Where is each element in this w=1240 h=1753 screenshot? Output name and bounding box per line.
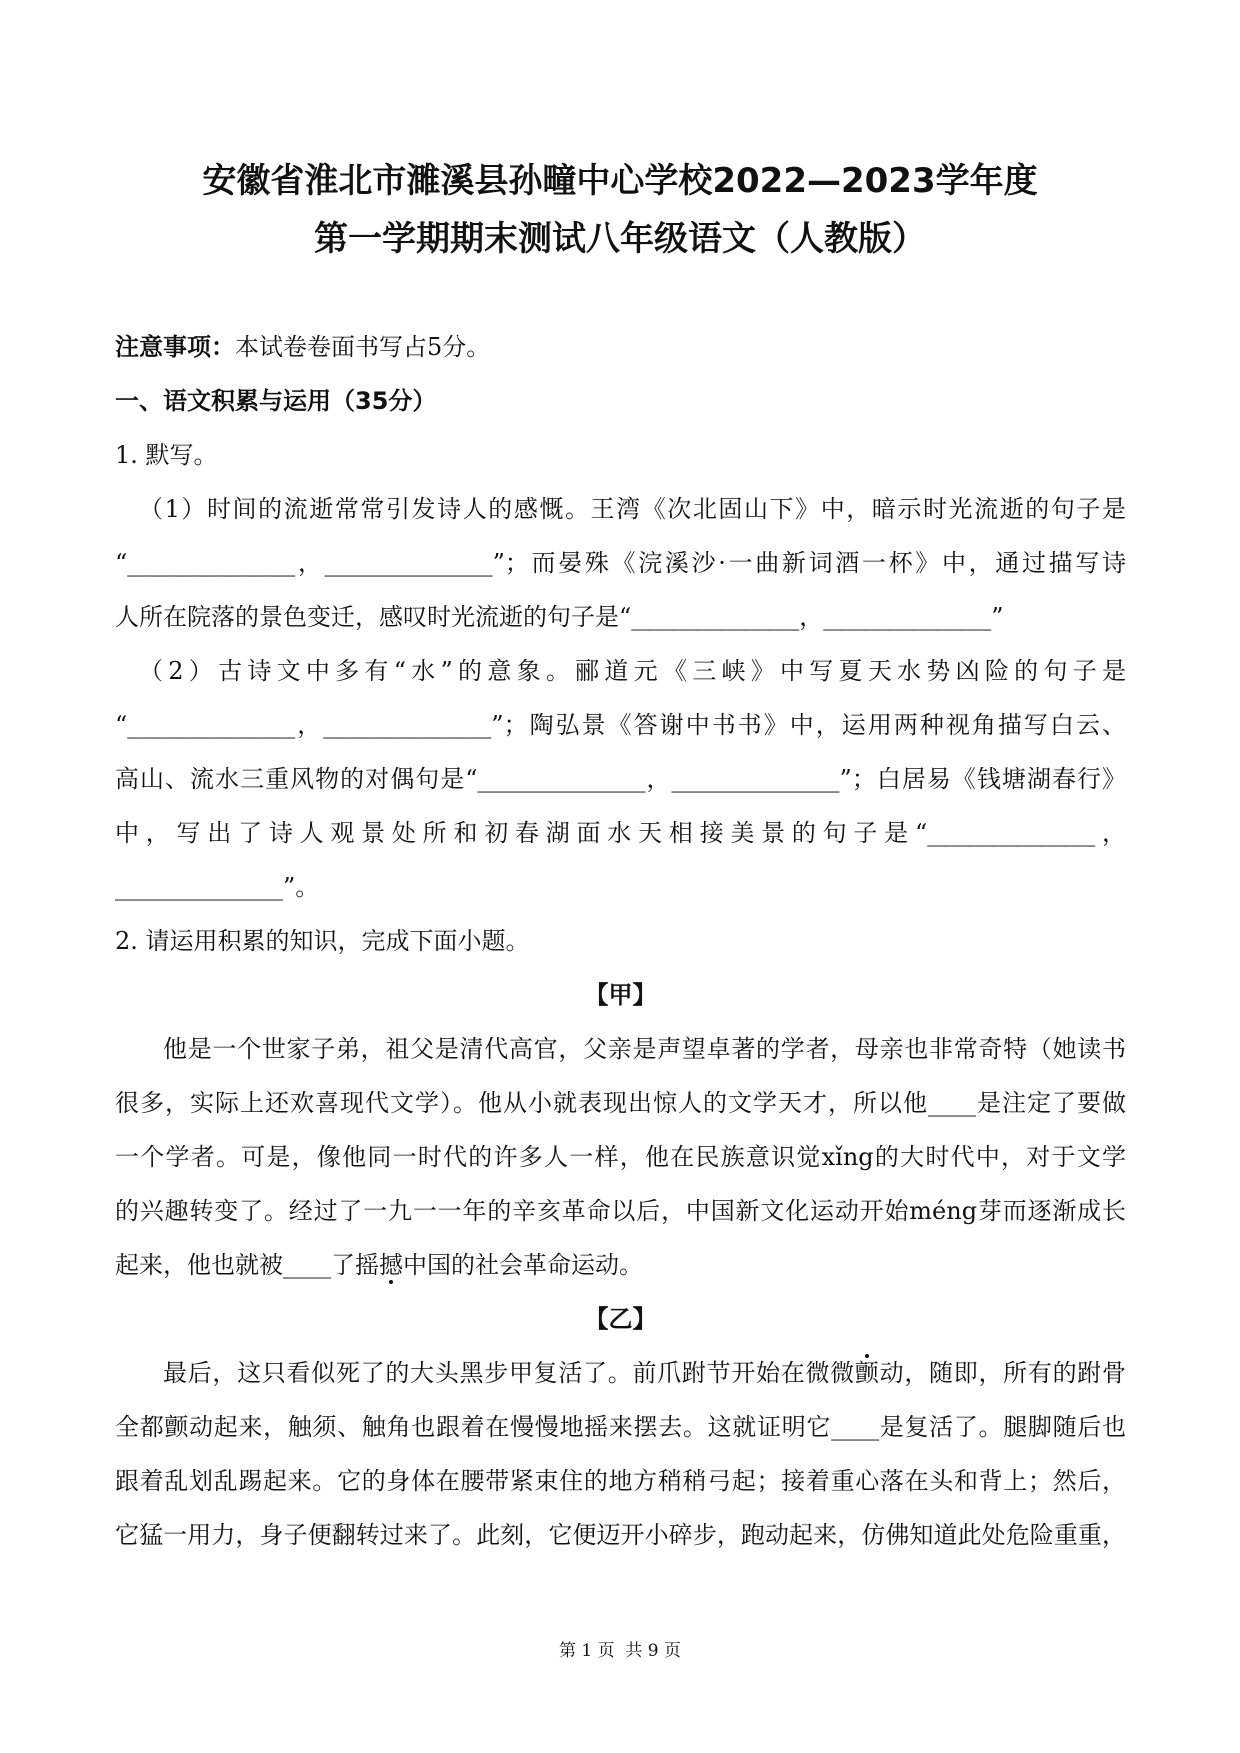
question-1-line: “______________，______________”；而晏殊《浣溪沙·一曲新词酒一杯》中，通过描写诗	[115, 549, 1126, 577]
passage-jia-line: 很多，实际上还欢喜现代文学）。他从小就表现出惊人的文学天才，所以他____是注定了要做	[115, 1089, 1126, 1117]
passage-yi-line: 全都颤动起来，触须、触角也跟着在慢慢地摇来摆去。这就证明它____是复活了。腿脚随后也	[115, 1413, 1126, 1441]
exam-title-line-2: 第一学期期末测试八年级语文（人教版）	[314, 219, 926, 259]
line-text: 动，随即，所有的跗骨	[879, 1359, 1126, 1387]
line-text: 中国的社会革命运动。	[403, 1251, 643, 1279]
notice-label: 注意事项：	[115, 333, 235, 361]
passage-yi-line	[115, 1346, 1126, 1400]
question-2-stem: 2. 请运用积累的知识，完成下面小题。	[115, 927, 530, 955]
line-text: 起来，他也就被____了摇	[115, 1251, 379, 1279]
question-1-stem: 1. 默写。	[115, 441, 218, 469]
question-1-line: （1）时间的流逝常常引发诗人的感慨。王湾《次北固山下》中，暗示时光流逝的句子是	[139, 495, 1126, 523]
question-1-line: （2）古诗文中多有“水”的意象。郦道元《三峡》中写夏天水势凶险的句子是	[139, 657, 1126, 685]
question-1-line: 中，写出了诗人观景处所和初春湖面水天相接美景的句子是“______________，	[115, 819, 1126, 847]
passage-jia-line	[115, 1238, 1126, 1292]
exam-content	[115, 320, 1126, 1562]
question-1-line: “______________，______________”；陶弘景《答谢中书书》中，运用两种视角描写白云、	[115, 711, 1126, 739]
page-footer: 第 1 页 共 9 页	[558, 1641, 682, 1661]
question-1-line: 人所在院落的景色变迁，感叹时光流逝的句子是“______________，______________”	[115, 603, 1004, 631]
question-1-line: ______________”。	[115, 873, 320, 901]
passage-yi-line: 跟着乱划乱踢起来。它的身体在腰带紧束住的地方稍稍弓起；接着重心落在头和背上；然后，	[115, 1467, 1126, 1495]
passage-jia-line: 的兴趣转变了。经过了一九一一年的辛亥革命以后，中国新文化运动开始méng芽而逐渐成长	[115, 1197, 1126, 1225]
emphasis-char: 撼	[379, 1251, 403, 1279]
passage-jia-label: 【甲】	[584, 981, 657, 1009]
exam-title	[0, 152, 1240, 268]
notice-line	[115, 320, 1126, 374]
section-heading: 一、语文积累与运用（35分）	[115, 387, 437, 415]
emphasis-char: 颤	[854, 1359, 880, 1387]
line-text: 最后，这只看似死了的大头黑步甲复活了。前爪跗节开始在微微	[163, 1359, 855, 1387]
notice-text: 本试卷卷面书写占5分。	[235, 333, 491, 361]
exam-title-line-1: 安徽省淮北市濉溪县孙疃中心学校2022—2023学年度	[202, 161, 1038, 201]
passage-yi-line: 它猛一用力，身子便翻转过来了。此刻，它便迈开小碎步，跑动起来，仿佛知道此处危险重重，	[115, 1521, 1126, 1549]
question-1-line: 高山、流水三重风物的对偶句是“______________，______________”；白居易《钱塘湖春行》	[115, 765, 1126, 793]
passage-jia-line: 他是一个世家子弟，祖父是清代高官，父亲是声望卓著的学者，母亲也非常奇特（她读书	[163, 1035, 1126, 1063]
passage-yi-label: 【乙】	[584, 1305, 657, 1333]
passage-jia-line: 一个学者。可是，像他同一时代的许多人一样，他在民族意识觉xǐng的大时代中，对于文学	[115, 1143, 1126, 1171]
